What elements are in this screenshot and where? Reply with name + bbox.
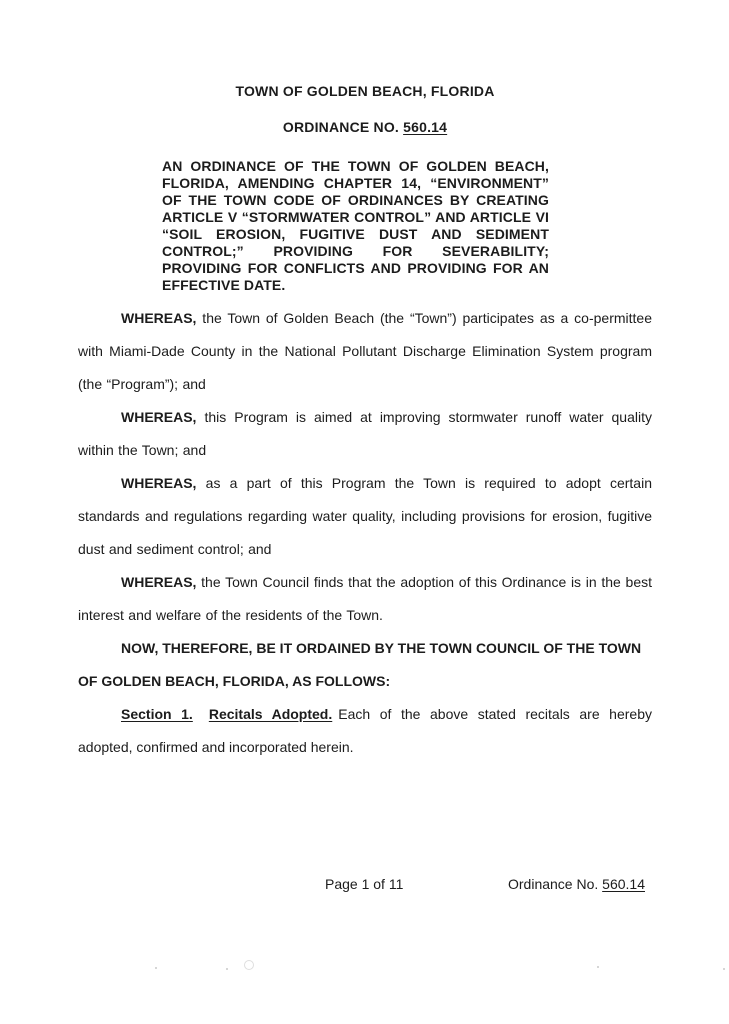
recital-text: the Town Council finds that the adoption of this Ordinance is in the best interest and welfare of the residents of the Town.: [78, 574, 652, 623]
recital-paragraph-4: [78, 566, 652, 632]
scan-artifact: [155, 967, 157, 969]
document-title: TOWN OF GOLDEN BEACH, FLORIDA: [235, 83, 495, 99]
section-1-label: Section 1.: [121, 706, 193, 722]
footer-ordinance-value: 560.14: [602, 876, 645, 892]
scan-artifact: [723, 968, 725, 970]
recital-paragraph-3: [78, 467, 652, 566]
recital-paragraph-2: [78, 401, 652, 467]
whereas-lead: WHEREAS,: [121, 574, 197, 590]
enactment-clause: NOW, THEREFORE, BE IT ORDAINED BY THE TOWN COUNCIL OF THE TOWN OF GOLDEN BEACH, FLORIDA, AS FOLLOWS:: [78, 640, 642, 689]
recital-text: this Program is aimed at improving stormwater runoff water quality within the Town; and: [78, 409, 652, 458]
scan-artifact: [597, 966, 599, 968]
recital-paragraph-1: [78, 302, 652, 401]
whereas-lead: WHEREAS,: [121, 409, 197, 425]
ordinance-number-label: ORDINANCE NO.: [282, 119, 404, 135]
scan-artifact: [244, 960, 254, 970]
section-1-text: Each of the above stated recitals are hereby adopted, confirmed and incorporated herein.: [78, 706, 652, 755]
ordinance-number-value: 560.14: [403, 119, 448, 135]
section-1-paragraph: [78, 698, 652, 764]
recital-text: as a part of this Program the Town is required to adopt certain standards and regulations regarding water quality, including provisions for erosion, fugitive dust and sediment control; and: [78, 475, 652, 557]
recital-text: the Town of Golden Beach (the “Town”) participates as a co-permittee with Miami-Dade County in the National Pollutant Discharge Elimination System program (the “Program”); and: [78, 310, 652, 392]
document-content: [78, 84, 652, 764]
ordinance-caption: AN ORDINANCE OF THE TOWN OF GOLDEN BEACH, FLORIDA, AMENDING CHAPTER 14, “ENVIRONMENT” OF THE TOWN CODE OF ORDINANCES BY CREATING ARTICLE V “STORMWATER CONTROL” AND ARTICLE VI “SOIL EROSION, FUGITIVE DUST AND SEDIMENT CONTROL;” PROVIDING FOR SEVERABILITY; PROVIDING FOR CONFLICTS AND PROVIDING FOR AN EFFECTIVE DATE.: [162, 158, 549, 293]
footer-ordinance-number: [508, 876, 645, 892]
scan-artifact: [226, 968, 228, 970]
footer-page-indicator: Page 1 of 11: [325, 876, 404, 892]
whereas-lead: WHEREAS,: [121, 310, 197, 326]
section-1-heading: Recitals Adopted.: [208, 706, 333, 722]
ordinance-number-line: [78, 120, 652, 134]
whereas-lead: WHEREAS,: [121, 475, 197, 491]
footer-ordinance-label: Ordinance No.: [508, 876, 603, 892]
